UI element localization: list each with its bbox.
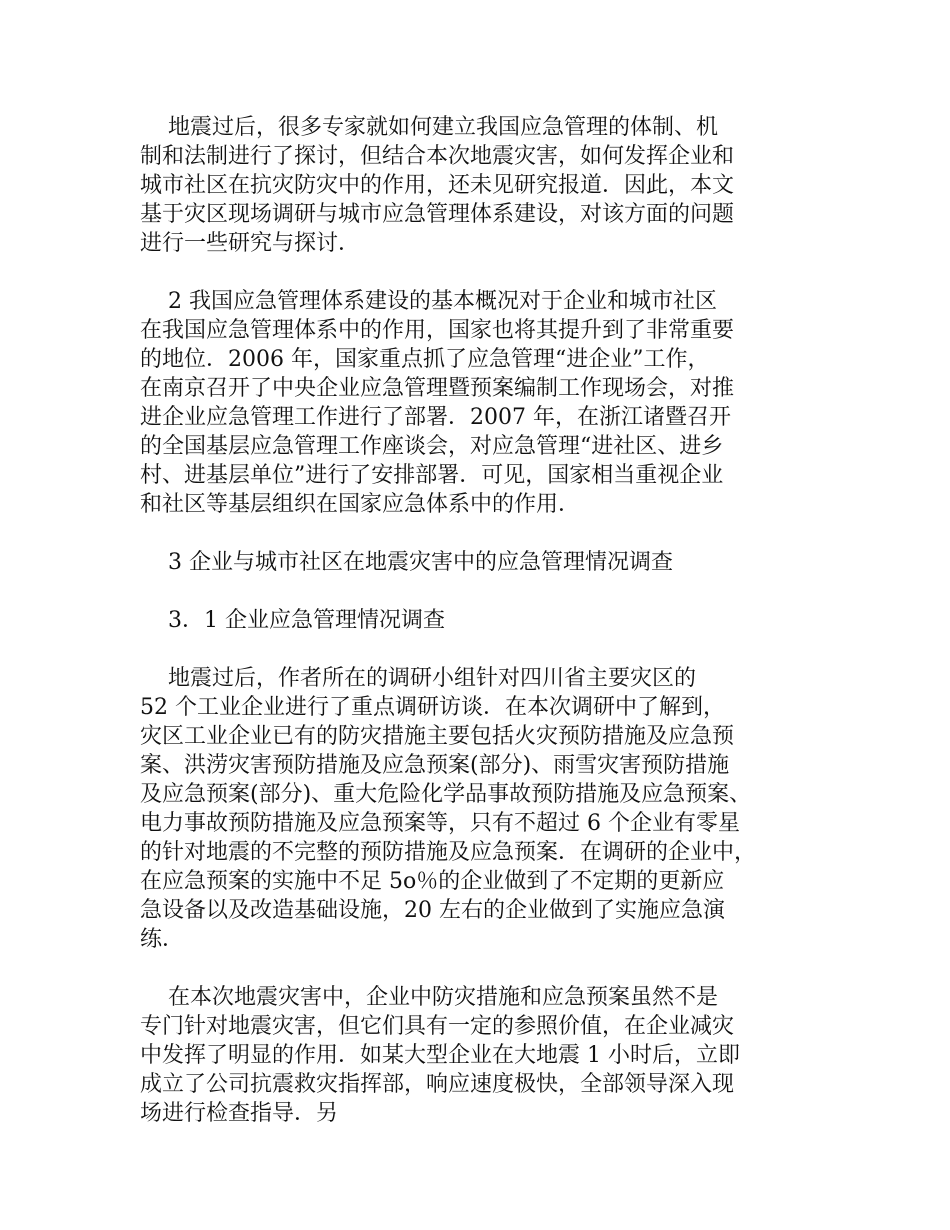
- text-line: 场进行检查指导．另: [140, 1101, 339, 1126]
- text-line: 2 我国应急管理体系建设的基本概况对于企业和城市社区: [140, 289, 717, 314]
- section-heading-3-1: [140, 606, 830, 635]
- text-line: 练．: [140, 927, 185, 952]
- text-line: 和社区等基层组织在国家应急体系中的作用．: [140, 492, 581, 517]
- text-line: 中发挥了明显的作用．如某大型企业在大地震 1 小时后，立即: [140, 1043, 740, 1068]
- text-line: 村、进基层单位”进行了安排部署．可见，国家相当重视企业: [140, 463, 724, 488]
- text-line: 在我国应急管理体系中的作用，国家也将其提升到了非常重要: [140, 318, 735, 343]
- text-line: 52 个工业企业进行了重点调研访谈．在本次调研中了解到，: [140, 695, 725, 720]
- text-line: 地震过后，很多专家就如何建立我国应急管理的体制、机: [140, 115, 718, 140]
- text-line: 基于灾区现场调研与城市应急管理体系建设，对该方面的问题: [140, 202, 735, 227]
- section-heading-3: [140, 548, 830, 577]
- paragraph-earthquake-response: [140, 983, 830, 1128]
- text-line: 灾区工业企业已有的防灾措施主要包括火灾预防措施及应急预: [140, 724, 735, 749]
- text-line: 专门针对地震灾害，但它们具有一定的参照价值，在企业减灾: [140, 1014, 735, 1039]
- text-line: 急设备以及改造基础设施，20 左右的企业做到了实施应急演: [140, 898, 725, 923]
- text-line: 制和法制进行了探讨，但结合本次地震灾害，如何发挥企业和: [140, 144, 735, 169]
- text-line: 进企业应急管理工作进行了部署．2007 年，在浙江诸暨召开: [140, 405, 731, 430]
- text-line: 电力事故预防措施及应急预案等，只有不超过 6 个企业有零星: [140, 811, 740, 836]
- heading-line: 3．1 企业应急管理情况调查: [140, 608, 445, 633]
- text-line: 的地位．2006 年，国家重点抓了应急管理“进企业”工作，: [140, 347, 710, 372]
- text-line: 在本次地震灾害中，企业中防灾措施和应急预案虽然不是: [140, 985, 718, 1010]
- paragraph-survey: [140, 664, 830, 954]
- text-line: 在南京召开了中央企业应急管理暨预案编制工作现场会，对推: [140, 376, 735, 401]
- text-line: 案、洪涝灾害预防措施及应急预案(部分)、雨雪灾害预防措施: [140, 753, 730, 778]
- text-line: 城市社区在抗灾防灾中的作用，还未见研究报道．因此，本文: [140, 173, 735, 198]
- text-line: 地震过后，作者所在的调研小组针对四川省主要灾区的: [140, 666, 696, 691]
- heading-line: 3 企业与城市社区在地震灾害中的应急管理情况调查: [140, 550, 673, 575]
- paragraph-section-2: [140, 287, 830, 519]
- document-body: [140, 113, 830, 1157]
- paragraph-intro: [140, 113, 830, 258]
- text-line: 及应急预案(部分)、重大危险化学品事故预防措施及应急预案、: [140, 782, 752, 807]
- text-line: 进行一些研究与探讨．: [140, 231, 361, 256]
- text-line: 在应急预案的实施中不足 5o％的企业做到了不定期的更新应: [140, 869, 725, 894]
- text-line: 的针对地震的不完整的预防措施及应急预案．在调研的企业中，: [140, 840, 757, 865]
- text-line: 成立了公司抗震救灾指挥部，响应速度极快，全部领导深入现: [140, 1072, 735, 1097]
- text-line: 的全国基层应急管理工作座谈会，对应急管理“进社区、进乡: [140, 434, 724, 459]
